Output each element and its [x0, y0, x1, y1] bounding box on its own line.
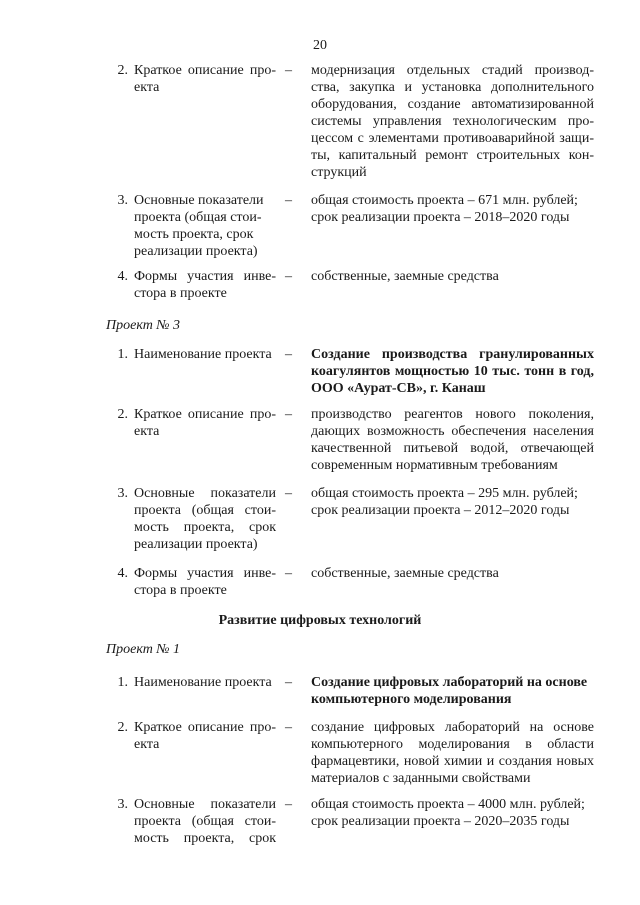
value-line: собственные, заемные средства	[311, 566, 499, 581]
value-line: системы управления технологическим про-	[311, 114, 594, 129]
value-line: струкций	[311, 165, 367, 180]
row-number: 1.	[117, 675, 128, 690]
page-number: 20	[313, 38, 327, 53]
row-label	[134, 719, 276, 753]
label-line: реализации проекта)	[134, 537, 258, 552]
value-line: срок реализации проекта – 2012–2020 годы	[311, 503, 570, 518]
row-dash: –	[285, 193, 292, 208]
row-number: 3.	[117, 486, 128, 501]
value-line: производство реагентов нового поколения,	[311, 407, 594, 422]
label-line: Формы участия инве-	[134, 566, 276, 581]
label-line: Основные показатели	[134, 797, 276, 812]
project-name	[311, 674, 594, 708]
value-line: качественной питьевой водой, отвечающей	[311, 441, 594, 456]
table-row	[0, 346, 640, 396]
label-line: екта	[134, 80, 160, 95]
row-number: 2.	[117, 407, 128, 422]
row-dash: –	[285, 797, 292, 812]
label-line: Основные показатели	[134, 193, 264, 208]
value-line: общая стоимость проекта – 4000 млн. рублей;	[311, 797, 585, 812]
label-line: реализации проекта)	[134, 244, 258, 259]
label-line: Наименование проекта	[134, 347, 272, 362]
value-line: материалов с заданными свойствами	[311, 771, 531, 786]
project-heading: Проект № 1	[106, 642, 180, 657]
row-value	[311, 192, 594, 226]
row-number: 2.	[117, 63, 128, 78]
value-line: компьютерного моделирования	[311, 692, 512, 707]
table-row	[0, 565, 640, 598]
value-line: ства, закупка и установка дополнительного	[311, 80, 594, 95]
row-label	[134, 346, 276, 363]
label-line: Краткое описание про-	[134, 63, 276, 78]
row-label	[134, 485, 276, 553]
row-value	[311, 796, 594, 830]
row-label	[134, 674, 276, 691]
row-number: 1.	[117, 347, 128, 362]
row-value	[311, 406, 594, 474]
row-value	[311, 268, 594, 285]
table-row	[0, 719, 640, 786]
row-dash: –	[285, 407, 292, 422]
label-line: мость проекта, срок	[134, 227, 254, 242]
row-label	[134, 62, 276, 96]
row-label	[134, 192, 276, 260]
table-row	[0, 674, 640, 707]
label-line: мость проекта, срок	[134, 520, 276, 535]
row-dash: –	[285, 486, 292, 501]
value-line: оборудования, создание автоматизированной	[311, 97, 594, 112]
row-dash: –	[285, 269, 292, 284]
row-number: 4.	[117, 269, 128, 284]
value-line: ООО «Аурат-СВ», г. Канаш	[311, 381, 486, 396]
value-line: дающих возможность обеспечения населения	[311, 424, 594, 439]
project-name	[311, 346, 594, 397]
table-row	[0, 192, 640, 259]
value-line: фармацевтики, новой химии и создания новых	[311, 754, 594, 769]
row-dash: –	[285, 566, 292, 581]
label-line: проекта (общая стои-	[134, 503, 276, 518]
table-row	[0, 268, 640, 301]
value-line: Создание производства гранулированных	[311, 347, 594, 362]
value-line: современным нормативным требованиям	[311, 458, 558, 473]
row-dash: –	[285, 63, 292, 78]
label-line: Краткое описание про-	[134, 407, 276, 422]
row-value	[311, 62, 594, 181]
value-line: ты, капитальный ремонт строительных кон-	[311, 148, 594, 163]
table-row	[0, 62, 640, 180]
value-line: коагулянтов мощностью 10 тыс. тонн в год,	[311, 364, 594, 379]
value-line: срок реализации проекта – 2020–2035 годы	[311, 814, 570, 829]
value-line: Создание цифровых лабораторий на основе	[311, 675, 588, 690]
label-line: стора в проекте	[134, 583, 227, 598]
row-number: 3.	[117, 797, 128, 812]
label-line: Краткое описание про-	[134, 720, 276, 735]
project-heading: Проект № 3	[106, 318, 180, 333]
row-dash: –	[285, 347, 292, 362]
label-line: Основные показатели	[134, 486, 276, 501]
value-line: модернизация отдельных стадий производ-	[311, 63, 594, 78]
value-line: цессом с элементами противоаварийной защи-	[311, 131, 594, 146]
row-dash: –	[285, 675, 292, 690]
table-row	[0, 406, 640, 473]
table-row	[0, 485, 640, 552]
value-line: создание цифровых лабораторий на основе	[311, 720, 594, 735]
label-line: стора в проекте	[134, 286, 227, 301]
value-line: компьютерного моделирования в области	[311, 737, 594, 752]
section-title: Развитие цифровых технологий	[218, 613, 422, 628]
label-line: мость проекта, срок	[134, 831, 276, 846]
label-line: Формы участия инве-	[134, 269, 276, 284]
row-label	[134, 796, 276, 847]
row-label	[134, 565, 276, 599]
row-dash: –	[285, 720, 292, 735]
row-value	[311, 719, 594, 787]
label-line: Наименование проекта	[134, 675, 272, 690]
row-value	[311, 565, 594, 582]
value-line: собственные, заемные средства	[311, 269, 499, 284]
row-number: 4.	[117, 566, 128, 581]
label-line: екта	[134, 424, 160, 439]
value-line: общая стоимость проекта – 295 млн. рублей;	[311, 486, 578, 501]
row-number: 3.	[117, 193, 128, 208]
label-line: проекта (общая стои-	[134, 210, 262, 225]
row-label	[134, 406, 276, 440]
row-label	[134, 268, 276, 302]
row-number: 2.	[117, 720, 128, 735]
label-line: проекта (общая стои-	[134, 814, 276, 829]
table-row	[0, 796, 640, 846]
label-line: екта	[134, 737, 160, 752]
value-line: общая стоимость проекта – 671 млн. рублей;	[311, 193, 578, 208]
value-line: срок реализации проекта – 2018–2020 годы	[311, 210, 570, 225]
row-value	[311, 485, 594, 519]
